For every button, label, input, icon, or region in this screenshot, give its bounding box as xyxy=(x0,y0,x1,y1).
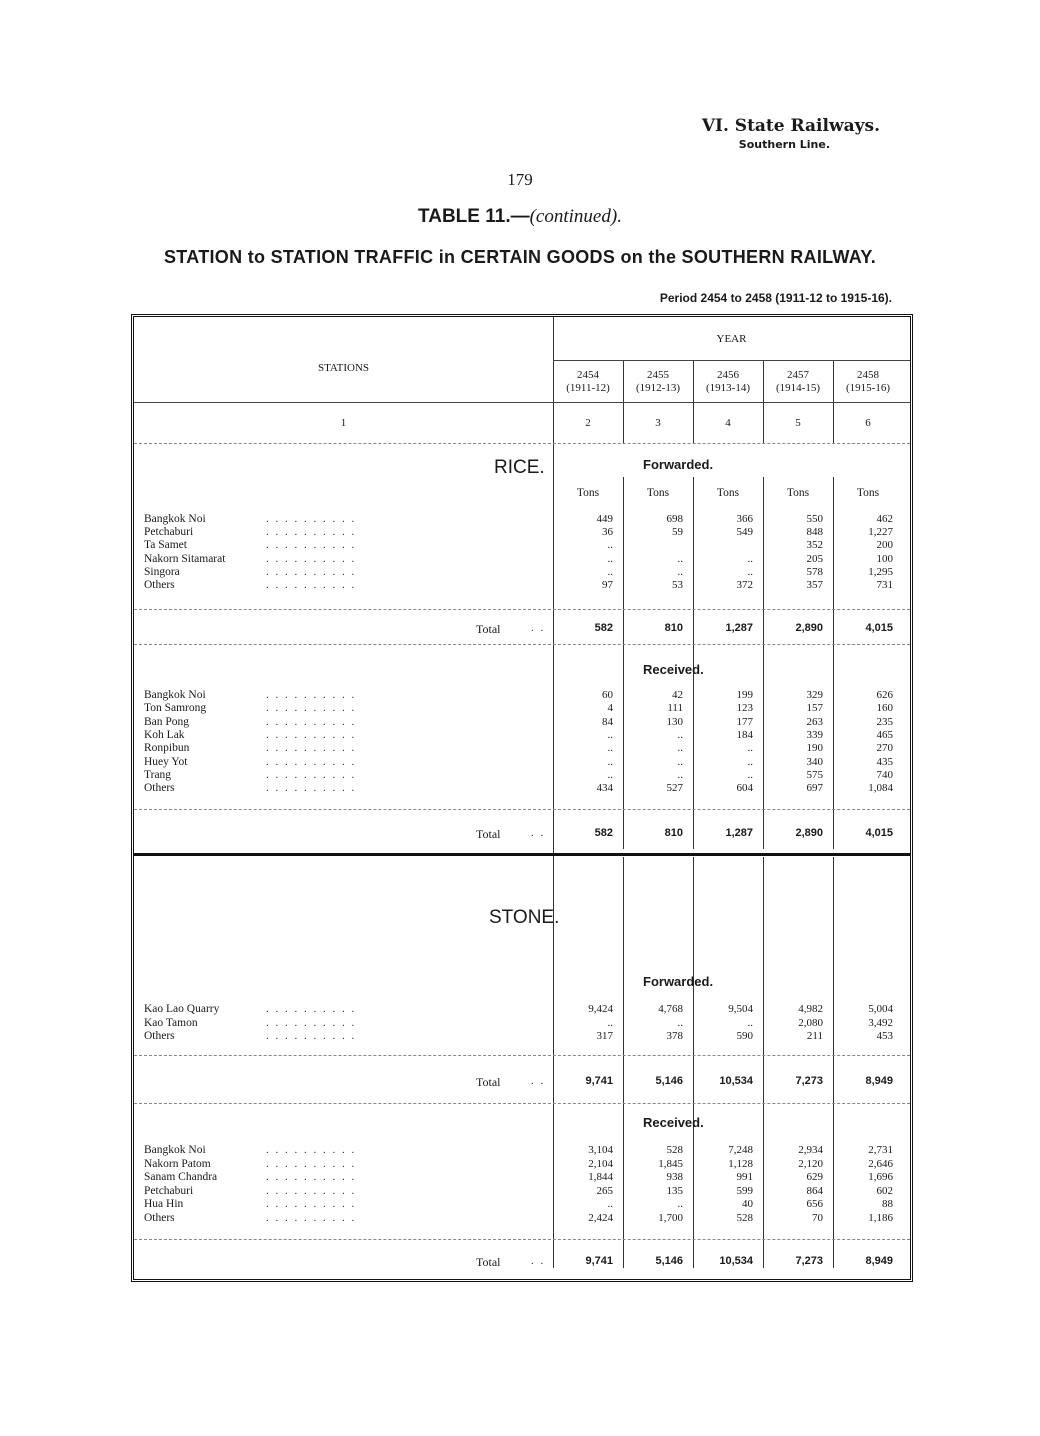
cell-value: 599 xyxy=(736,1184,753,1197)
cell-value: 604 xyxy=(736,782,753,795)
cell-value: 1,844 xyxy=(588,1171,613,1183)
total-value: 810 xyxy=(664,622,683,634)
leader-dots: . . . . . . . . . . xyxy=(266,702,357,715)
year-column-header xyxy=(623,369,693,395)
cell-value: .. xyxy=(677,565,683,578)
cell-value: 160 xyxy=(876,702,893,715)
year-column-divider xyxy=(763,361,764,403)
cell-value: 1,084 xyxy=(868,782,893,795)
cell-value: 4,982 xyxy=(798,1003,823,1015)
station-name: Ton Samrong xyxy=(144,702,207,715)
leader-dots: . . . . . . . . . . xyxy=(266,1184,357,1197)
stations-label: STATIONS xyxy=(317,362,370,374)
column-number-divider xyxy=(693,403,694,443)
leader-dots: . . xyxy=(531,1075,546,1087)
cell-value: 2,731 xyxy=(868,1144,893,1156)
cell-value: 435 xyxy=(876,755,893,768)
cell-value: .. xyxy=(677,728,683,741)
year-be: 2454 xyxy=(577,369,599,381)
total-rule xyxy=(134,1239,910,1240)
year-ce: (1911-12) xyxy=(566,382,610,394)
year-column-header xyxy=(693,369,763,395)
cell-value: 190 xyxy=(806,742,823,755)
table-label-suffix: (continued). xyxy=(529,206,622,227)
column-number-divider xyxy=(623,403,624,443)
leader-dots: . . . . . . . . . . xyxy=(266,1157,357,1170)
total-value: 10,534 xyxy=(719,1255,753,1267)
cell-value: 434 xyxy=(596,782,613,795)
cell-value: 135 xyxy=(666,1184,683,1197)
cell-value: 177 xyxy=(736,715,753,728)
cell-value: 263 xyxy=(806,715,823,728)
station-name: Petchaburi xyxy=(144,1184,194,1197)
cell-value: 53 xyxy=(672,579,683,591)
cell-value: 528 xyxy=(736,1211,753,1224)
cell-value: 97 xyxy=(602,579,613,591)
station-name: Sanam Chandra xyxy=(144,1171,218,1183)
cell-value: 123 xyxy=(736,702,753,715)
total-value: 7,273 xyxy=(795,1255,823,1267)
leader-dots: . . . . . . . . . . xyxy=(266,1211,357,1224)
cell-value: .. xyxy=(607,552,613,565)
total-rule xyxy=(134,609,910,610)
table-label-main: TABLE 11.— xyxy=(418,206,530,227)
commodity-label: RICE. xyxy=(494,457,545,478)
leader-dots: . . . . . . . . . . xyxy=(266,1144,357,1156)
cell-value: 698 xyxy=(666,513,683,525)
cell-value: 211 xyxy=(806,1030,823,1042)
year-label: YEAR xyxy=(716,333,747,345)
cell-value: 1,700 xyxy=(658,1211,683,1224)
column-number: 1 xyxy=(340,417,347,429)
traffic-table xyxy=(131,314,913,1282)
cell-value: 111 xyxy=(667,702,683,715)
leader-dots: . . . . . . . . . . xyxy=(266,755,357,768)
column-number: 3 xyxy=(655,417,661,429)
column-number: 2 xyxy=(585,417,591,429)
leader-dots: . . . . . . . . . . xyxy=(266,539,357,552)
cell-value: 626 xyxy=(876,689,893,701)
cell-value: 453 xyxy=(876,1030,893,1042)
cell-value: 2,934 xyxy=(798,1144,823,1156)
cell-value: .. xyxy=(677,552,683,565)
cell-value: 5,004 xyxy=(868,1003,893,1015)
year-ce: (1915-16) xyxy=(846,382,890,394)
cell-value: 549 xyxy=(736,526,753,539)
cell-value: 366 xyxy=(736,513,753,525)
station-name: Trang xyxy=(144,768,172,781)
station-name: Singora xyxy=(144,565,180,578)
cell-value: 340 xyxy=(806,755,823,768)
cell-value: 578 xyxy=(806,565,823,578)
cell-value: 317 xyxy=(596,1030,613,1042)
total-value: 4,015 xyxy=(865,622,893,634)
cell-value: 697 xyxy=(806,782,823,795)
cell-value: .. xyxy=(747,552,753,565)
column-number: 5 xyxy=(795,417,801,429)
block-rule xyxy=(134,644,910,645)
cell-value: 40 xyxy=(742,1198,753,1210)
commodity-label: STONE. xyxy=(489,907,560,928)
leader-dots: . . . . . . . . . . xyxy=(266,728,357,741)
leader-dots: . . . . . . . . . . xyxy=(266,782,357,795)
year-column-header xyxy=(553,369,623,395)
total-label: Total xyxy=(476,1255,501,1269)
total-value: 9,741 xyxy=(585,1075,613,1087)
year-column-divider xyxy=(623,361,624,403)
year-be: 2457 xyxy=(787,369,809,381)
leader-dots: . . xyxy=(531,622,546,634)
total-value: 810 xyxy=(664,827,683,839)
cell-value: 3,104 xyxy=(588,1144,613,1156)
leader-dots: . . . . . . . . . . xyxy=(266,742,357,755)
cell-value: 629 xyxy=(806,1171,823,1183)
unit-label: Tons xyxy=(786,487,810,499)
cell-value: .. xyxy=(747,768,753,781)
leader-dots: . . . . . . . . . . xyxy=(266,1171,357,1183)
total-value: 2,890 xyxy=(795,622,823,634)
station-name: Kao Tamon xyxy=(144,1016,198,1029)
cell-value: 1,186 xyxy=(868,1211,893,1224)
cell-value: 1,128 xyxy=(728,1157,753,1170)
leader-dots: . . . . . . . . . . xyxy=(266,552,357,565)
cell-value: 357 xyxy=(806,579,823,591)
cell-value: .. xyxy=(747,565,753,578)
cell-value: 199 xyxy=(736,689,753,701)
period-label: Period 2454 to 2458 (1911-12 to 1915-16). xyxy=(659,291,892,305)
cell-value: 7,248 xyxy=(728,1144,753,1156)
cell-value: .. xyxy=(747,742,753,755)
leader-dots: . . . . . . . . . . xyxy=(266,565,357,578)
cell-value: 991 xyxy=(736,1171,753,1183)
unit-label: Tons xyxy=(576,487,600,499)
section-subtitle: Southern Line. xyxy=(738,138,830,151)
cell-value: 70 xyxy=(812,1211,823,1224)
year-be: 2455 xyxy=(647,369,669,381)
cell-value: 42 xyxy=(672,689,683,701)
cell-value: .. xyxy=(607,742,613,755)
leader-dots: . . . . . . . . . . xyxy=(266,526,357,539)
column-number-divider xyxy=(763,403,764,443)
cell-value: 9,504 xyxy=(728,1003,753,1015)
cell-value: 157 xyxy=(806,702,823,715)
column-number-rule xyxy=(134,443,910,444)
cell-value: 656 xyxy=(806,1198,823,1210)
leader-dots: . . . . . . . . . . xyxy=(266,715,357,728)
cell-value: 329 xyxy=(806,689,823,701)
station-name: Bangkok Noi xyxy=(144,689,206,701)
cell-value: 205 xyxy=(806,552,823,565)
cell-value: 462 xyxy=(876,513,893,525)
section-divider xyxy=(134,853,910,856)
cell-value: 2,646 xyxy=(868,1157,893,1170)
total-value: 9,741 xyxy=(585,1255,613,1267)
cell-value: 9,424 xyxy=(588,1003,613,1015)
cell-value: 848 xyxy=(806,526,823,539)
year-ce: (1912-13) xyxy=(636,382,680,394)
cell-value: 2,080 xyxy=(798,1016,823,1029)
cell-value: 550 xyxy=(806,513,823,525)
year-be: 2456 xyxy=(717,369,739,381)
main-title: STATION to STATION TRAFFIC in CERTAIN GOODS on the SOUTHERN RAILWAY. xyxy=(163,247,877,267)
station-name: Bangkok Noi xyxy=(144,513,206,525)
cell-value: 378 xyxy=(666,1030,683,1042)
column-number-divider xyxy=(833,403,834,443)
leader-dots: . . . . . . . . . . xyxy=(266,513,357,525)
column-number: 4 xyxy=(725,417,731,429)
year-header-rule xyxy=(553,360,910,361)
leader-dots: . . . . . . . . . . xyxy=(266,1016,357,1029)
total-value: 8,949 xyxy=(865,1255,893,1267)
cell-value: .. xyxy=(607,539,613,552)
direction-label: Forwarded. xyxy=(643,457,714,472)
total-value: 10,534 xyxy=(719,1075,753,1087)
station-name: Koh Lak xyxy=(144,728,185,741)
direction-label: Received. xyxy=(643,1115,704,1130)
total-value: 2,890 xyxy=(795,827,823,839)
cell-value: 938 xyxy=(666,1171,683,1183)
cell-value: 1,227 xyxy=(868,526,893,539)
cell-value: 88 xyxy=(882,1198,893,1210)
cell-value: 740 xyxy=(876,768,893,781)
cell-value: 1,696 xyxy=(868,1171,893,1183)
cell-value: 372 xyxy=(736,579,753,591)
station-name: Others xyxy=(144,782,175,795)
leader-dots: . . xyxy=(531,827,546,839)
section-title: VI. State Railways. xyxy=(701,116,880,136)
station-name: Ronpibun xyxy=(144,742,190,755)
year-ce: (1914-15) xyxy=(776,382,820,394)
total-value: 8,949 xyxy=(865,1075,893,1087)
total-rule xyxy=(134,809,910,810)
cell-value: 184 xyxy=(736,728,753,741)
cell-value: .. xyxy=(677,1198,683,1210)
block-rule xyxy=(134,1103,910,1104)
station-name: Bangkok Noi xyxy=(144,1144,206,1156)
cell-value: 864 xyxy=(806,1184,823,1197)
cell-value: 130 xyxy=(666,715,683,728)
cell-value: 449 xyxy=(596,513,613,525)
total-value: 1,287 xyxy=(725,827,753,839)
year-column-divider xyxy=(833,361,834,403)
total-label: Total xyxy=(476,1075,501,1089)
station-name: Ta Samet xyxy=(144,539,187,552)
cell-value: .. xyxy=(607,1016,613,1029)
cell-value: .. xyxy=(677,768,683,781)
cell-value: .. xyxy=(607,728,613,741)
cell-value: .. xyxy=(607,565,613,578)
cell-value: 602 xyxy=(876,1184,893,1197)
cell-value: 527 xyxy=(666,782,683,795)
station-name: Ban Pong xyxy=(144,715,190,728)
year-column-header xyxy=(833,369,903,395)
station-name: Hua Hin xyxy=(144,1198,184,1210)
cell-value: .. xyxy=(607,768,613,781)
leader-dots: . . . . . . . . . . xyxy=(266,579,357,591)
cell-value: 200 xyxy=(876,539,893,552)
cell-value: 590 xyxy=(736,1030,753,1042)
station-name: Nakorn Sitamarat xyxy=(144,552,226,565)
cell-value: .. xyxy=(747,755,753,768)
cell-value: 352 xyxy=(806,539,823,552)
cell-value: 1,845 xyxy=(658,1157,683,1170)
cell-value: 2,104 xyxy=(588,1157,613,1170)
cell-value: 4 xyxy=(607,702,613,715)
cell-value: 2,424 xyxy=(588,1211,613,1224)
cell-value: 60 xyxy=(602,689,613,701)
table-label xyxy=(0,206,1040,228)
station-name: Others xyxy=(144,1030,175,1042)
cell-value: .. xyxy=(677,1016,683,1029)
cell-value: 465 xyxy=(876,728,893,741)
total-value: 582 xyxy=(594,827,613,839)
leader-dots: . . . . . . . . . . xyxy=(266,689,357,701)
leader-dots: . . . . . . . . . . xyxy=(266,1198,357,1210)
cell-value: .. xyxy=(677,755,683,768)
cell-value: 731 xyxy=(876,579,893,591)
leader-dots: . . . . . . . . . . xyxy=(266,1003,357,1015)
total-label: Total xyxy=(476,622,501,636)
cell-value: 270 xyxy=(876,742,893,755)
year-be: 2458 xyxy=(857,369,879,381)
cell-value: .. xyxy=(747,1016,753,1029)
station-name: Petchaburi xyxy=(144,526,194,539)
total-value: 4,015 xyxy=(865,827,893,839)
total-value: 5,146 xyxy=(655,1255,683,1267)
year-column-divider xyxy=(693,361,694,403)
total-label: Total xyxy=(476,827,501,841)
station-name: Others xyxy=(144,579,175,591)
station-name: Kao Lao Quarry xyxy=(144,1003,220,1015)
cell-value: 575 xyxy=(806,768,823,781)
cell-value: .. xyxy=(677,742,683,755)
total-value: 5,146 xyxy=(655,1075,683,1087)
header-block xyxy=(702,116,880,151)
unit-label: Tons xyxy=(856,487,880,499)
year-ce: (1913-14) xyxy=(706,382,750,394)
header-rule xyxy=(134,402,910,403)
unit-label: Tons xyxy=(716,487,740,499)
leader-dots: . . . . . . . . . . xyxy=(266,1030,357,1042)
direction-label: Received. xyxy=(643,662,704,677)
cell-value: .. xyxy=(607,1198,613,1210)
year-column-header xyxy=(763,369,833,395)
cell-value: 1,295 xyxy=(868,565,893,578)
cell-value: .. xyxy=(607,755,613,768)
total-rule xyxy=(134,1055,910,1056)
cell-value: 235 xyxy=(876,715,893,728)
cell-value: 4,768 xyxy=(658,1003,683,1015)
cell-value: 36 xyxy=(602,526,613,539)
total-value: 1,287 xyxy=(725,622,753,634)
total-value: 7,273 xyxy=(795,1075,823,1087)
leader-dots: . . . . . . . . . . xyxy=(266,768,357,781)
cell-value: 2,120 xyxy=(798,1157,823,1170)
leader-dots: . . xyxy=(531,1255,546,1267)
cell-value: 3,492 xyxy=(868,1016,893,1029)
page-number: 179 xyxy=(507,170,533,189)
station-name: Huey Yot xyxy=(144,755,188,768)
cell-value: 528 xyxy=(666,1144,683,1156)
station-name: Nakorn Patom xyxy=(144,1157,211,1170)
cell-value: 59 xyxy=(672,526,683,539)
cell-value: 84 xyxy=(602,715,613,728)
unit-label: Tons xyxy=(646,487,670,499)
direction-label: Forwarded. xyxy=(643,974,714,989)
cell-value: 265 xyxy=(596,1184,613,1197)
cell-value: 339 xyxy=(806,728,823,741)
total-value: 582 xyxy=(594,622,613,634)
cell-value: 100 xyxy=(876,552,893,565)
column-number: 6 xyxy=(865,417,871,429)
station-name: Others xyxy=(144,1211,175,1224)
